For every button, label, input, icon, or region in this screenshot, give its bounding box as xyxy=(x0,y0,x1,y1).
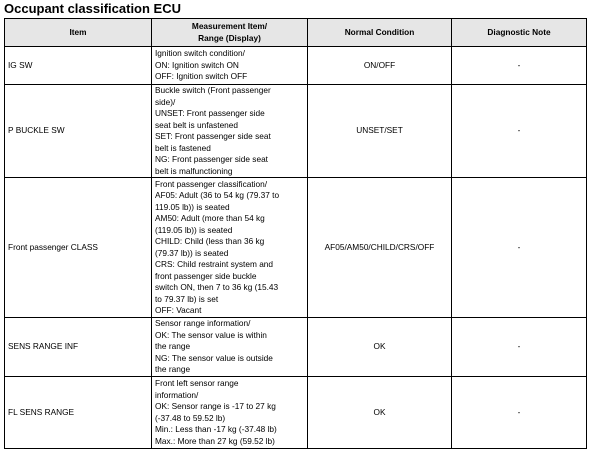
measurement-line: Sensor range information/ xyxy=(155,318,251,329)
measurement-line: SET: Front passenger side seat xyxy=(155,131,271,141)
data-list-table xyxy=(4,18,587,449)
measurement-line: CHILD: Child (less than 36 kg xyxy=(155,236,265,246)
measurement-line: Front passenger classification/ xyxy=(155,178,268,189)
measurement-line: belt is malfunctioning xyxy=(155,165,233,176)
header-diagnostic-note: Diagnostic Note xyxy=(452,19,587,47)
normal-condition-cell: UNSET/SET xyxy=(308,85,452,178)
measurement-line: information/ xyxy=(155,389,199,400)
measurement-line: ON: Ignition switch ON xyxy=(155,59,239,70)
header-measurement-line2: Range (Display) xyxy=(198,32,261,43)
measurement-line: Max.: More than 27 kg (59.52 lb) xyxy=(155,435,275,446)
page-title: Occupant classification ECU xyxy=(4,1,181,16)
measurement-line: OFF: Ignition switch OFF xyxy=(155,71,248,82)
measurement-line: NG: The sensor value is outside xyxy=(155,352,273,363)
table-header-row xyxy=(5,19,587,47)
table-row xyxy=(5,85,587,178)
measurement-line: Buckle switch (Front passenger xyxy=(155,85,271,95)
measurement-line: AM50: Adult (more than 54 kg xyxy=(155,213,265,223)
diagnostic-note-cell: - xyxy=(452,47,587,85)
item-cell: P BUCKLE SW xyxy=(5,85,152,178)
normal-condition-cell: AF05/AM50/CHILD/CRS/OFF xyxy=(308,178,452,318)
measurement-line: the range xyxy=(155,341,191,352)
measurement-line: OK: Sensor range is -17 to 27 kg xyxy=(155,401,276,411)
measurement-line: NG: Front passenger side seat xyxy=(155,154,268,164)
item-cell: FL SENS RANGE xyxy=(5,377,152,449)
measurement-cell xyxy=(152,318,308,377)
measurement-cell xyxy=(152,178,308,318)
measurement-line: Min.: Less than -17 kg (-37.48 lb) xyxy=(155,424,277,434)
item-cell: Front passenger CLASS xyxy=(5,178,152,318)
table-row xyxy=(5,178,587,318)
header-item: Item xyxy=(5,19,152,47)
measurement-line: to 79.37 lb) is set xyxy=(155,293,219,304)
measurement-line: Ignition switch condition/ xyxy=(155,48,245,59)
measurement-cell xyxy=(152,377,308,449)
item-cell: IG SW xyxy=(5,47,152,85)
table-row xyxy=(5,47,587,85)
item-cell: SENS RANGE INF xyxy=(5,318,152,377)
measurement-line: belt is fastened xyxy=(155,142,211,153)
table-row xyxy=(5,318,587,377)
table-row xyxy=(5,377,587,449)
measurement-line: AF05: Adult (36 to 54 kg (79.37 to xyxy=(155,190,280,200)
measurement-line: (119.05 lb)) is seated xyxy=(155,224,233,235)
measurement-cell xyxy=(152,47,308,85)
measurement-line: UNSET: Front passenger side xyxy=(155,108,265,118)
diagnostic-note-cell: - xyxy=(452,318,587,377)
measurement-cell xyxy=(152,85,308,178)
measurement-line: the range xyxy=(155,364,191,375)
normal-condition-cell: OK xyxy=(308,377,452,449)
measurement-line: 119.05 lb)) is seated xyxy=(155,201,230,212)
measurement-line: front passenger side buckle xyxy=(155,270,257,281)
diagnostic-note-cell: - xyxy=(452,85,587,178)
header-measurement-line1: Measurement Item/ xyxy=(191,21,268,31)
normal-condition-cell: OK xyxy=(308,318,452,377)
measurement-line: OFF: Vacant xyxy=(155,305,202,315)
header-measurement xyxy=(152,19,308,47)
measurement-line: CRS: Child restraint system and xyxy=(155,259,274,269)
diagnostic-note-cell: - xyxy=(452,178,587,318)
normal-condition-cell: ON/OFF xyxy=(308,47,452,85)
diagnostic-note-cell: - xyxy=(452,377,587,449)
measurement-line: OK: The sensor value is within xyxy=(155,329,267,340)
measurement-line: side)/ xyxy=(155,96,176,107)
header-normal-condition: Normal Condition xyxy=(308,19,452,47)
measurement-line: seat belt is unfastened xyxy=(155,119,239,130)
measurement-line: Front left sensor range xyxy=(155,378,239,388)
measurement-line: switch ON, then 7 to 36 kg (15.43 xyxy=(155,282,279,292)
measurement-line: (-37.48 to 59.52 lb) xyxy=(155,412,226,423)
measurement-line: (79.37 lb)) is seated xyxy=(155,247,229,258)
